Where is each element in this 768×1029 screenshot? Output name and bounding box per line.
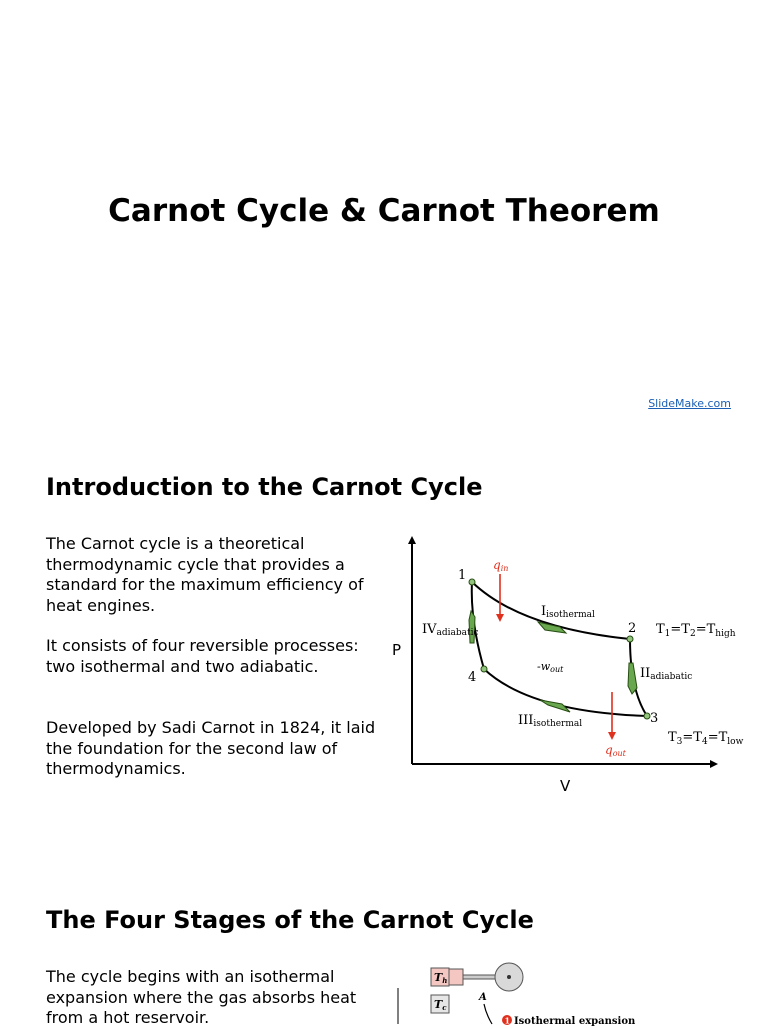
section-heading-four-stages: The Four Stages of the Carnot Cycle <box>46 906 534 934</box>
hot-reservoir-label: Th <box>434 971 448 985</box>
work-label: -wout <box>537 660 564 674</box>
process-label-iii: IIIisothermal <box>518 713 583 729</box>
section-heading-introduction: Introduction to the Carnot Cycle <box>46 473 483 501</box>
slidemake-link[interactable]: SlideMake.com <box>648 397 731 410</box>
flywheel-hub <box>507 975 511 979</box>
state-label-1: 1 <box>458 568 467 583</box>
cold-reservoir-label: Tc <box>434 998 447 1012</box>
state-label-2: 2 <box>628 621 637 636</box>
cylinder <box>449 969 463 985</box>
state-label-3: 3 <box>650 711 659 726</box>
intro-paragraph-2: It consists of four reversible processes: two isothermal and two adiabatic. <box>46 636 359 676</box>
intro-paragraph-3: Developed by Sadi Carnot in 1824, it laid the foundation for the second law of thermodynamics. <box>46 718 376 778</box>
high-temperature-label: $T_1=T_2=T_{high}$ <box>656 622 736 639</box>
state-point-4 <box>481 666 487 672</box>
x-axis-label: V <box>560 777 571 795</box>
process-arrow-iv <box>469 611 475 643</box>
process-label-iv: IVadiabatic <box>422 622 479 638</box>
y-axis-label: P <box>392 641 402 659</box>
q-out-label: qout <box>605 743 626 758</box>
point-a-label: A <box>479 992 487 1003</box>
process-curve-start <box>484 1004 492 1024</box>
isothermal-expansion-diagram <box>395 958 645 1027</box>
intro-paragraph-1: The Carnot cycle is a theoretical thermodynamic cycle that provides a standard for the maximum efficiency of heat engines. <box>46 534 364 615</box>
step-label: Isothermal expansion <box>514 1016 636 1027</box>
process-label-i: Iisothermal <box>541 604 595 620</box>
carnot-pv-diagram <box>380 528 744 796</box>
stages-paragraph-1: The cycle begins with an isothermal expansion where the gas absorbs heat from a hot reservoir. <box>46 967 357 1027</box>
q-in-label: qin <box>493 558 509 573</box>
step-number: 1 <box>504 1015 511 1026</box>
low-temperature-label: $T_3=T_4=T_{low}$ <box>668 730 744 747</box>
state-label-4: 4 <box>468 670 477 685</box>
state-point-1 <box>469 579 475 585</box>
piston-rod <box>463 975 497 979</box>
state-point-2 <box>627 636 633 642</box>
process-label-ii: IIadiabatic <box>640 666 693 682</box>
process-arrow-ii <box>628 663 637 694</box>
page-title: Carnot Cycle & Carnot Theorem <box>108 193 660 229</box>
